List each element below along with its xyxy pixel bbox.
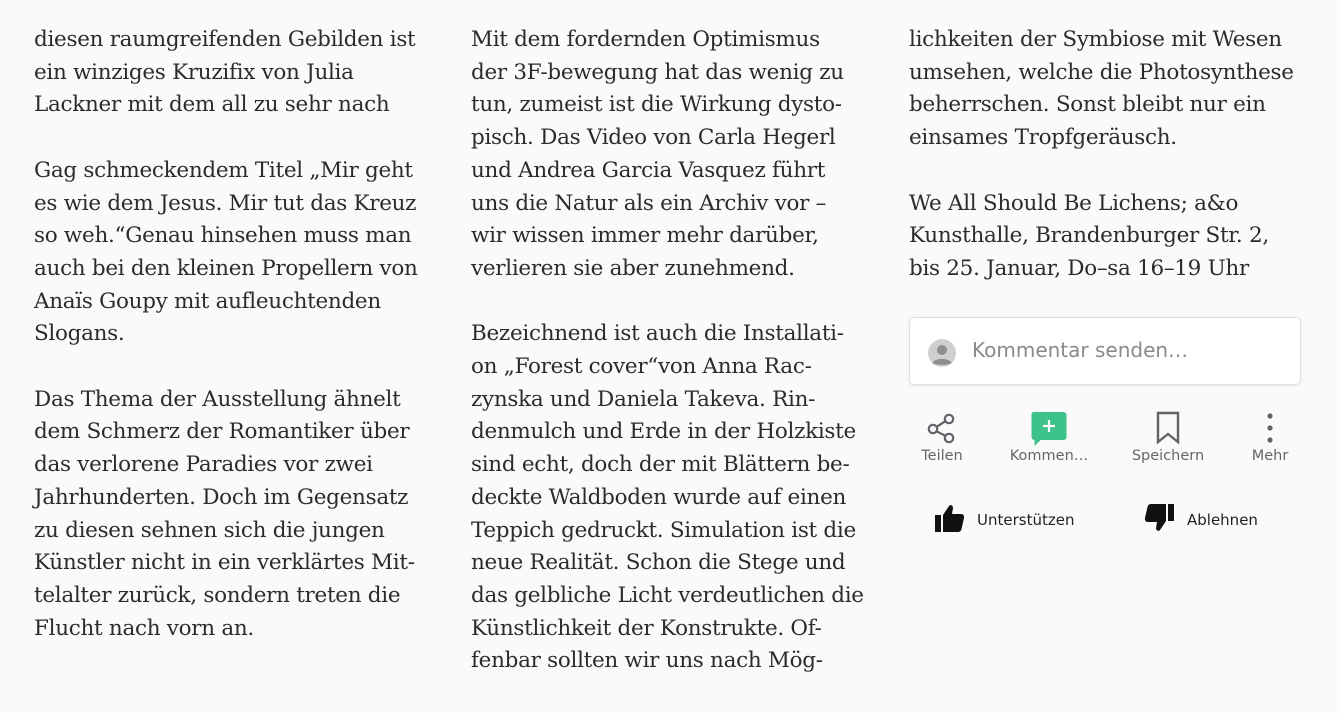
article-text-line: Das Thema der Ausstellung ähnelt <box>34 386 401 412</box>
article-text-line: dem Schmerz der Romantiker über <box>34 419 410 445</box>
downvote-label: Ablehnen <box>1187 511 1258 529</box>
comment-button[interactable] <box>1004 410 1094 464</box>
share-button[interactable] <box>897 410 987 464</box>
article-text-line: sind echt, doch der mit Blättern be- <box>471 452 850 478</box>
comment-input[interactable] <box>909 317 1301 385</box>
article-text-line: Gag schmeckendem Titel „Mir geht <box>34 157 413 183</box>
article-text-line: einsames Tropfgeräusch. <box>909 125 1177 151</box>
thumbs-down-icon <box>1143 502 1175 534</box>
article-text-line: umsehen, welche die Photosynthese <box>909 59 1294 85</box>
article-column-2 <box>471 24 871 678</box>
article-text-line: der 3F-bewegung hat das wenig zu <box>471 59 844 85</box>
bookmark-icon <box>1148 410 1188 446</box>
article-text-line: wir wissen immer mehr darüber, <box>471 223 819 249</box>
share-label: Teilen <box>921 448 963 464</box>
comment-placeholder: Kommentar senden… <box>972 338 1189 362</box>
article-text-line: Bezeichnend ist auch die Installati- <box>471 321 844 347</box>
article-text-line: Anaïs Goupy mit aufleuchtenden <box>34 288 381 314</box>
save-label: Speichern <box>1131 448 1205 464</box>
article-column-3 <box>909 24 1309 286</box>
article-text-line: Slogans. <box>34 321 125 347</box>
article-text-line: zu diesen sehnen sich die jungen <box>34 517 385 543</box>
article-text-line: denmulch und Erde in der Holzkiste <box>471 419 856 445</box>
article-text-line: Jahrhunderten. Doch im Gegensatz <box>34 484 409 510</box>
article-text-line: zynska und Daniela Takeva. Rin- <box>471 386 816 412</box>
article-text-line: fenbar sollten wir uns nach Mög- <box>471 648 823 674</box>
article-text-line: Lackner mit dem all zu sehr nach <box>34 92 390 118</box>
paragraph-gap <box>471 286 871 319</box>
save-button[interactable] <box>1123 410 1213 464</box>
article-text-line: We All Should Be Lichens; a&o <box>909 190 1239 216</box>
article-text-line: uns die Natur als ein Archiv vor – <box>471 190 827 216</box>
article-text-line: Mit dem fordernden Optimismus <box>471 27 820 52</box>
downvote-button[interactable] <box>1143 502 1283 538</box>
upvote-button[interactable] <box>934 502 1094 538</box>
article-text-line: ein winziges Kruzifix von Julia <box>34 59 354 85</box>
paragraph-gap <box>909 155 1309 188</box>
article-text-line: deckte Waldboden wurde auf einen <box>471 484 847 510</box>
action-bar <box>909 410 1309 470</box>
article-text-line: so weh.“Genau hinsehen muss man <box>34 223 412 249</box>
more-label: Mehr <box>1251 448 1289 464</box>
article-column-1 <box>34 24 434 645</box>
article-text-line: Künstlichkeit der Konstrukte. Of- <box>471 615 822 641</box>
article-text-line: Flucht nach vorn an. <box>34 615 254 641</box>
article-text-line: Teppich gedruckt. Simulation ist die <box>471 517 856 543</box>
more-button[interactable] <box>1225 410 1315 464</box>
article-text-line: tun, zumeist ist die Wirkung dysto- <box>471 92 842 118</box>
article-text-line: on „Forest cover“von Anna Rac- <box>471 354 812 380</box>
paragraph-gap <box>34 351 434 384</box>
thumbs-up-icon <box>934 502 966 534</box>
comment-label: Kommen… <box>1009 448 1089 464</box>
paragraph-gap <box>34 122 434 155</box>
upvote-label: Unterstützen <box>977 511 1075 529</box>
article-text-line: auch bei den kleinen Propellern von <box>34 255 418 281</box>
comment-add-icon <box>1029 410 1069 446</box>
article-text-line: telalter zurück, sondern treten die <box>34 582 401 608</box>
article-text-line: neue Realität. Schon die Stege und <box>471 550 846 576</box>
article-text-line: beherrschen. Sonst bleibt nur ein <box>909 92 1266 118</box>
article-text-line: und Andrea Garcia Vasquez führt <box>471 157 826 183</box>
article-text-line: pisch. Das Video von Carla Hegerl <box>471 125 836 151</box>
article-text-line: lichkeiten der Symbiose mit Wesen <box>909 27 1282 52</box>
more-vertical-icon <box>1250 410 1290 446</box>
article-text-line: Künstler nicht in ein verklärtes Mit- <box>34 550 415 576</box>
article-text-line: es wie dem Jesus. Mir tut das Kreuz <box>34 190 417 216</box>
article-text-line: verlieren sie aber zunehmend. <box>471 255 795 281</box>
article-text-line: Kunsthalle, Brandenburger Str. 2, <box>909 223 1269 249</box>
article-text-line: bis 25. Januar, Do–sa 16–19 Uhr <box>909 255 1249 281</box>
share-icon <box>922 410 962 446</box>
article-text-line: diesen raumgreifenden Gebilden ist <box>34 27 416 52</box>
article-text-line: das gelbliche Licht verdeutlichen die <box>471 582 864 608</box>
avatar-icon <box>928 339 956 367</box>
article-text-line: das verlorene Paradies vor zwei <box>34 452 373 478</box>
